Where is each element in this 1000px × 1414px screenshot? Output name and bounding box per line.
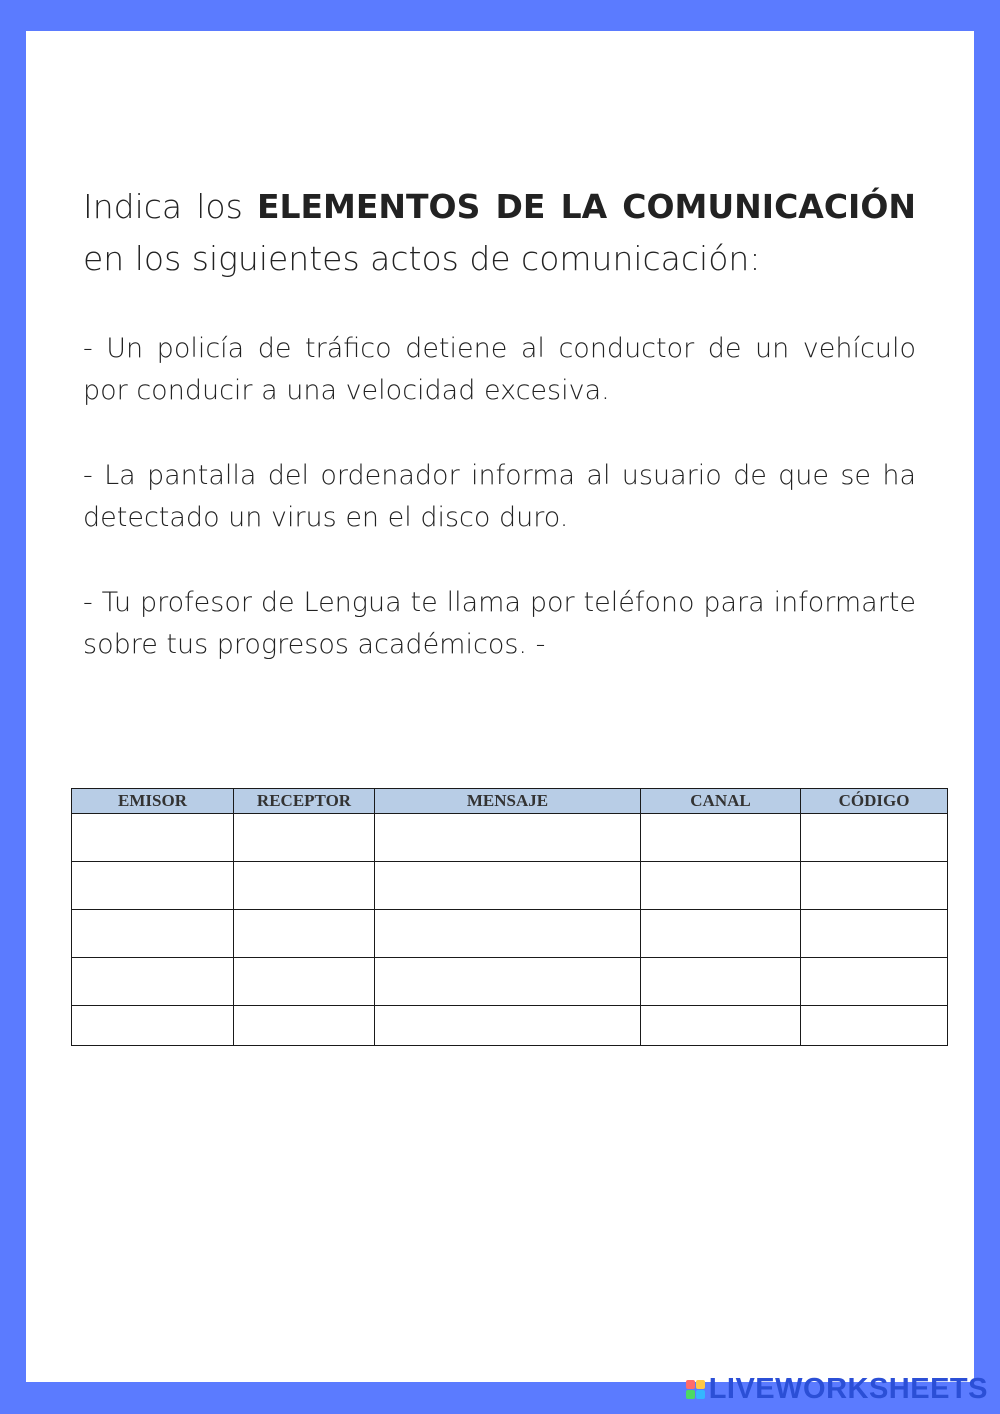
table-row [72, 1006, 948, 1046]
liveworksheets-logo [686, 1373, 988, 1406]
answer-cell[interactable] [801, 1006, 948, 1046]
answer-cell[interactable] [375, 1006, 641, 1046]
answer-cell[interactable] [801, 958, 948, 1006]
instruction-title [83, 181, 916, 285]
answer-table [71, 788, 948, 1046]
answer-cell[interactable] [375, 862, 641, 910]
answer-cell[interactable] [641, 910, 801, 958]
answer-cell[interactable] [375, 814, 641, 862]
header-canal: CANAL [641, 789, 801, 814]
answer-cell[interactable] [72, 958, 234, 1006]
answer-cell[interactable] [641, 814, 801, 862]
mark-square [696, 1380, 705, 1389]
brand-name: LIVEWORKSHEETS [708, 1373, 988, 1405]
answer-cell[interactable] [234, 958, 375, 1006]
answer-cell[interactable] [801, 814, 948, 862]
communication-act-2: - La pantalla del ordenador informa al usuario de que se ha detectado un virus en el disco duro. [83, 460, 916, 533]
answer-cell[interactable] [375, 910, 641, 958]
header-mensaje: MENSAJE [375, 789, 641, 814]
answer-cell[interactable] [234, 1006, 375, 1046]
title-prefix: Indica los [83, 187, 257, 226]
mark-square [696, 1390, 705, 1399]
answer-cell[interactable] [234, 862, 375, 910]
communication-act-1: - Un policía de tráfico detiene al conductor de un vehículo por conducir a una velocidad excesiva. [83, 333, 916, 406]
answer-cell[interactable] [375, 958, 641, 1006]
header-receptor: RECEPTOR [234, 789, 375, 814]
answer-cell[interactable] [234, 910, 375, 958]
mark-square [686, 1380, 695, 1389]
answer-cell[interactable] [801, 910, 948, 958]
instructions [83, 181, 916, 666]
answer-cell[interactable] [72, 1006, 234, 1046]
table-row [72, 958, 948, 1006]
liveworksheets-mark-icon [686, 1380, 705, 1399]
answer-cell[interactable] [801, 862, 948, 910]
answer-cell[interactable] [72, 814, 234, 862]
table-row [72, 862, 948, 910]
header-emisor: EMISOR [72, 789, 234, 814]
answer-cell[interactable] [234, 814, 375, 862]
answer-cell[interactable] [72, 862, 234, 910]
mark-square [686, 1390, 695, 1399]
answer-cell[interactable] [641, 862, 801, 910]
table-row [72, 814, 948, 862]
header-codigo: CÓDIGO [801, 789, 948, 814]
table-row [72, 910, 948, 958]
answer-cell[interactable] [641, 958, 801, 1006]
title-bold: ELEMENTOS DE LA COMUNICACIÓN [256, 187, 916, 226]
communication-act-3: - Tu profesor de Lengua te llama por teléfono para informarte sobre tus progresos académicos. - [83, 587, 916, 660]
worksheet-page [26, 31, 974, 1382]
title-suffix: en los siguientes actos de comunicación: [83, 239, 761, 278]
answer-cell[interactable] [641, 1006, 801, 1046]
table-header-row [72, 789, 948, 814]
answer-cell[interactable] [72, 910, 234, 958]
